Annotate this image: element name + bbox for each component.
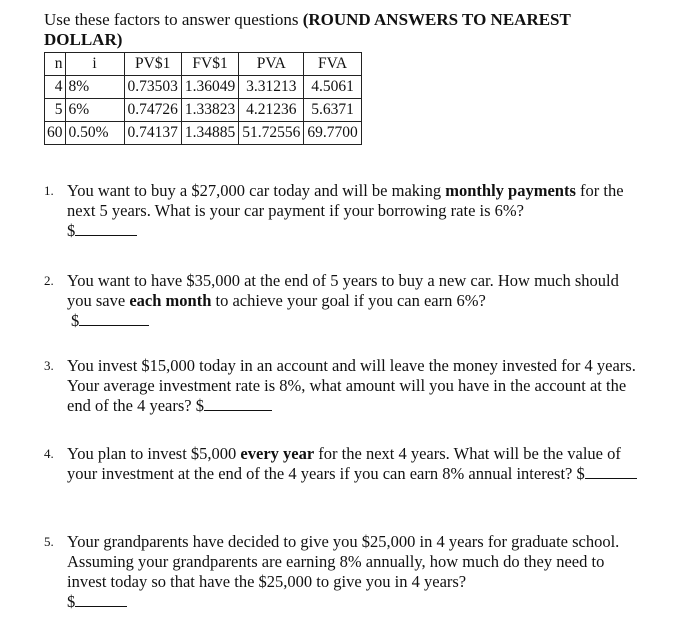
- cell-n: 60: [45, 122, 66, 145]
- answer-dollar-sign: $: [67, 592, 76, 611]
- factor-table-row: [45, 76, 362, 99]
- instructions-header: [44, 10, 644, 50]
- col-header-fv: FV$1: [181, 53, 238, 76]
- instructions-text: Use these factors to answer questions: [44, 10, 303, 29]
- question-text: You plan to invest $5,000: [67, 444, 241, 463]
- factor-table-row: [45, 99, 362, 122]
- question-5: [44, 532, 644, 612]
- answer-dollar-sign: $: [71, 311, 80, 330]
- cell-i: 8%: [65, 76, 124, 99]
- col-header-fva: FVA: [304, 53, 361, 76]
- cell-n: 4: [45, 76, 66, 99]
- question-text: You want to buy a $27,000 car today and will be making: [67, 181, 446, 200]
- cell-pva: 4.21236: [239, 99, 304, 122]
- question-text: You invest $15,000 today in an account and will leave the money invested for 4 years. Your average investment rate is 8%, what amount will you have in the account at the end of the 4 years?: [67, 356, 636, 415]
- cell-fva: 4.5061: [304, 76, 361, 99]
- col-header-n: n: [45, 53, 66, 76]
- col-header-pva: PVA: [239, 53, 304, 76]
- cell-fv: 1.34885: [181, 122, 238, 145]
- question-3: [44, 356, 644, 416]
- cell-pva: 3.31213: [239, 76, 304, 99]
- cell-fv: 1.33823: [181, 99, 238, 122]
- question-emphasis: every year: [240, 444, 315, 463]
- answer-blank[interactable]: [204, 396, 272, 411]
- cell-fva: 69.7700: [304, 122, 361, 145]
- question-4: [44, 444, 644, 484]
- question-number: 1.: [44, 183, 54, 198]
- answer-blank[interactable]: [75, 221, 137, 236]
- factor-table-header-row: [45, 53, 362, 76]
- question-text: Your grandparents have decided to give you $25,000 in 4 years for graduate school. Assuming your grandparents are earning 8% annually, how much do they need to invest today so that have the $25,000 to give you in 4 years?: [67, 532, 620, 591]
- instructions-bold-text: (ROUND ANSWERS TO NEAREST DOLLAR): [44, 10, 571, 49]
- question-1: [44, 181, 644, 241]
- question-number: 4.: [44, 446, 54, 461]
- question-number: 3.: [44, 358, 54, 373]
- cell-pva: 51.72556: [239, 122, 304, 145]
- col-header-pv: PV$1: [124, 53, 181, 76]
- answer-dollar-sign: $: [195, 396, 204, 415]
- answer-blank[interactable]: [75, 592, 127, 607]
- question-text: You want to have $35,000 at the end of 5 years to buy a new car. How much should you save: [67, 271, 619, 310]
- question-number: 5.: [44, 534, 54, 549]
- cell-n: 5: [45, 99, 66, 122]
- question-emphasis: monthly payments: [445, 181, 576, 200]
- cell-pv: 0.74137: [124, 122, 181, 145]
- cell-i: 0.50%: [65, 122, 124, 145]
- cell-pv: 0.73503: [124, 76, 181, 99]
- factor-table: [44, 52, 362, 145]
- col-header-i: i: [65, 53, 124, 76]
- answer-dollar-sign: $: [67, 221, 76, 240]
- answer-blank[interactable]: [585, 464, 637, 479]
- answer-blank[interactable]: [79, 311, 149, 326]
- answer-dollar-sign: $: [576, 464, 585, 483]
- question-2: [44, 271, 644, 331]
- cell-fv: 1.36049: [181, 76, 238, 99]
- question-text: to achieve your goal if you can earn 6%?: [211, 291, 486, 310]
- question-emphasis: each month: [129, 291, 212, 310]
- cell-fva: 5.6371: [304, 99, 361, 122]
- factor-table-row: [45, 122, 362, 145]
- cell-i: 6%: [65, 99, 124, 122]
- question-text: for the next 4 years. What will be the value of your investment at the end of the 4 years if you can earn 8% annual interest?: [67, 444, 621, 483]
- question-number: 2.: [44, 273, 54, 288]
- question-text: for the next 5 years. What is your car payment if your borrowing rate is 6%?: [67, 181, 624, 220]
- cell-pv: 0.74726: [124, 99, 181, 122]
